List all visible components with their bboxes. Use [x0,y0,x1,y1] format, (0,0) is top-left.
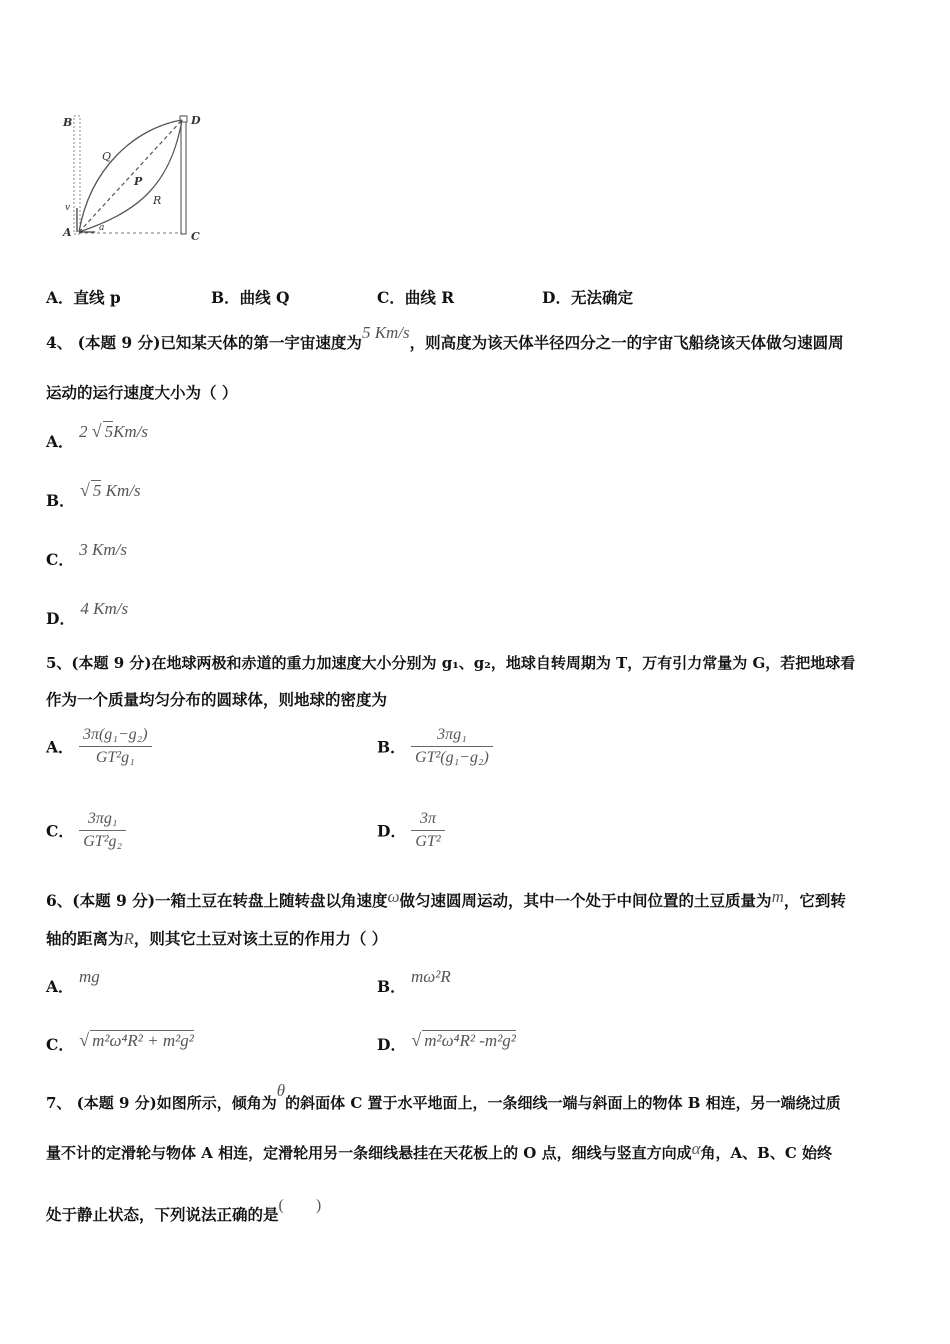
option-text: 曲线 R [404,288,455,307]
q7-text: 量不计的定滑轮与物体 A 相连，定滑轮用另一条细线悬挂在天花板上的 O 点，细线与竖直方向成 [46,1144,692,1162]
q7-text: 7、 (本题 9 分)如图所示，倾角为 [46,1094,277,1112]
line-P [79,120,182,232]
q6-line1 [46,887,846,911]
option-expr: 3 Km/s [79,540,127,559]
q4-option-b [46,480,141,511]
q5-option-c [46,810,126,851]
label-a: a [99,223,105,233]
label-D: D [191,114,201,127]
label-Q: Q [102,150,112,163]
R-symbol: R [123,929,134,948]
option-letter: D． [377,821,406,841]
option-expr: 4 Km/s [80,599,129,618]
denominator: GT²g₁ [95,749,135,766]
denominator: GT²g₂ [83,833,123,850]
q5-line2: 作为一个质量均匀分布的圆球体，则地球的密度为 [46,690,388,709]
option-text: 直线 p [73,288,121,307]
option-expr: mg [78,967,100,986]
q5-option-d [377,810,445,851]
q6-text: 做匀速圆周运动，其中一个处于中间位置的土豆质量为 [399,891,772,910]
unit: Km/s [101,481,141,500]
q3-option-b [211,286,290,308]
coef: 2 [78,422,88,441]
q5-line1: 5、(本题 9 分)在地球两极和赤道的重力加速度大小分别为 g₁、g₂，地球自转周期为 T，万有引力常量为 G，若把地球看 [46,654,856,672]
right-wall [181,116,186,234]
option-letter: A． [46,977,74,996]
radical-icon: √ [80,480,90,500]
radicand: 5 [104,422,114,441]
q4-line2: 运动的运行速度大小为（ ） [46,383,238,402]
q6-text: ，则其它土豆对该土豆的作用力（ ） [133,929,388,948]
q6-option-d [377,1030,516,1055]
label-P: P [134,175,143,188]
q4-text: 4、 (本题 9 分)已知某天体的第一宇宙速度为 [46,333,362,352]
radical-icon: √ [411,1030,422,1050]
option-letter: D． [46,609,75,628]
option-expr [411,1031,516,1050]
numerator: 3π(g₁−g₂) [79,726,152,747]
q7-line3 [46,1197,322,1226]
numerator: 3π [411,810,444,831]
radicand: m²ω⁴R² + m²g² [92,1031,194,1050]
option-expr: mω²R [411,967,451,986]
q4-line1 [46,323,844,353]
theta-symbol: θ [276,1081,286,1100]
option-letter: A． [46,737,74,757]
option-expr [79,1031,194,1050]
q7-text: 角，A、B、C 始终 [700,1144,833,1162]
option-fraction [79,726,152,767]
q7-text: 的斜面体 C 置于水平地面上，一条细线一端与斜面上的物体 B 相连，另一端绕过质 [285,1094,841,1112]
label-v: v [65,203,71,213]
q7-line1 [46,1081,841,1113]
q6-option-c [46,1030,194,1055]
option-letter: D． [377,1035,406,1054]
radical-icon: √ [91,421,102,441]
option-letter: B． [377,737,406,757]
physics-figure [55,108,215,248]
option-letter: B． [211,288,240,307]
denominator: GT²(g₁−g₂) [415,749,489,766]
option-letter: B． [46,491,75,510]
option-letter: C． [46,821,74,841]
q7-line2 [46,1139,833,1163]
q6-text: ，它到转 [783,891,846,910]
q4-option-a [46,421,149,452]
numerator: 3πg₁ [79,810,126,831]
q5-option-b [377,726,493,767]
option-expr [79,422,148,441]
alpha-symbol: α [691,1139,701,1158]
q4-text: ，则高度为该天体半径四分之一的宇宙飞船绕该天体做匀速圆周 [409,333,844,352]
denominator: GT² [415,833,441,850]
option-fraction [79,810,126,851]
option-expr [80,481,141,500]
q3-option-d [542,286,633,308]
label-A: A [63,226,72,239]
q6-option-b [377,967,451,997]
label-B: B [63,116,73,129]
option-letter: B． [377,977,406,996]
q5-option-a [46,726,152,767]
option-letter: A． [46,432,74,451]
radicand: 5 [92,481,102,500]
unit: Km/s [113,422,149,441]
q3-option-c [377,286,454,308]
numerator: 3πg₁ [411,726,493,747]
label-C: C [191,230,200,243]
option-text: 曲线 Q [239,288,290,307]
option-letter: C． [46,1035,74,1054]
answer-parens: ( ) [278,1197,322,1214]
q7-text: 处于静止状态，下列说法正确的是 [46,1205,279,1224]
omega-symbol: ω [387,887,400,906]
q6-text: 轴的距离为 [46,929,124,948]
q4-option-d [46,599,129,629]
option-letter: A． [46,288,74,307]
option-text: 无法确定 [570,288,633,307]
option-letter: C． [377,288,405,307]
radicand: m²ω⁴R² -m²g² [424,1031,516,1050]
q4-speed: 5 Km/s [361,323,410,342]
q6-option-a [46,967,100,997]
q6-line2 [46,929,387,949]
q6-text: 6、(本题 9 分)一箱土豆在转盘上随转盘以角速度 [46,891,388,910]
option-letter: D． [542,288,571,307]
option-letter: C． [46,550,74,569]
label-R: R [153,194,162,207]
q4-option-c [46,540,127,570]
radical-icon: √ [79,1030,90,1050]
option-fraction [411,810,444,851]
m-symbol: m [771,887,784,906]
option-fraction [411,726,493,767]
q3-option-a [46,286,121,308]
